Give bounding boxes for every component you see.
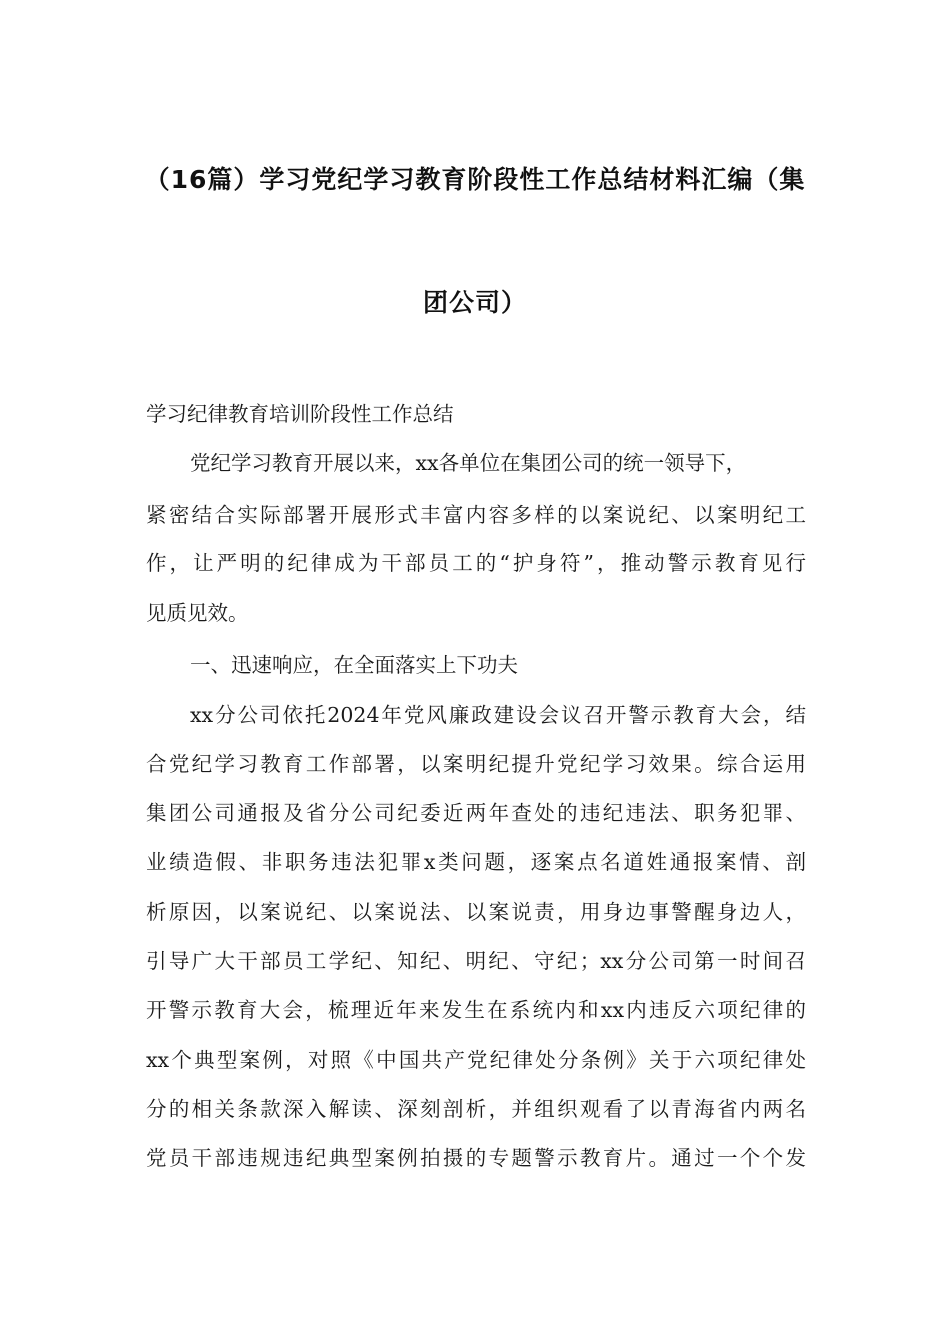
section-heading: 学习纪律教育培训阶段性工作总结 [146,402,454,426]
paragraph-line: 作，让严明的纪律成为干部员工的“护身符”，推动警示教育见行 [146,551,806,575]
paragraph-line: 集团公司通报及省分公司纪委近两年查处的违纪违法、职务犯罪、 [146,801,806,825]
paragraph-line: xx个典型案例，对照《中国共产党纪律处分条例》关于六项纪律处 [146,1048,806,1072]
document-title-line-1: （16篇）学习党纪学习教育阶段性工作总结材料汇编（集 [144,165,806,194]
subheading-line: 一、迅速响应，在全面落实上下功夫 [190,653,518,677]
paragraph-line: 党纪学习教育开展以来，xx各单位在集团公司的统一领导下， [190,451,747,475]
paragraph-line: 业绩造假、非职务违法犯罪x类问题，逐案点名道姓通报案情、剖 [146,850,806,874]
paragraph-line: 紧密结合实际部署开展形式丰富内容多样的以案说纪、以案明纪工 [146,503,806,527]
paragraph-line: 分的相关条款深入解读、深刻剖析，并组织观看了以青海省内两名 [146,1097,806,1121]
paragraph-line: 合党纪学习教育工作部署，以案明纪提升党纪学习效果。综合运用 [146,752,806,776]
paragraph-line: 析原因，以案说纪、以案说法、以案说责，用身边事警醒身边人， [146,900,806,924]
paragraph-line: xx分公司依托2024年党风廉政建设会议召开警示教育大会，结 [190,703,806,727]
paragraph-line: 开警示教育大会，梳理近年来发生在系统内和xx内违反六项纪律的 [146,998,806,1022]
paragraph-line: 引导广大干部员工学纪、知纪、明纪、守纪；xx分公司第一时间召 [146,949,806,973]
paragraph-line: 党员干部违规违纪典型案例拍摄的专题警示教育片。通过一个个发 [146,1146,806,1170]
document-title-line-2: 团公司） [422,288,527,317]
paragraph-line: 见质见效。 [146,601,249,625]
